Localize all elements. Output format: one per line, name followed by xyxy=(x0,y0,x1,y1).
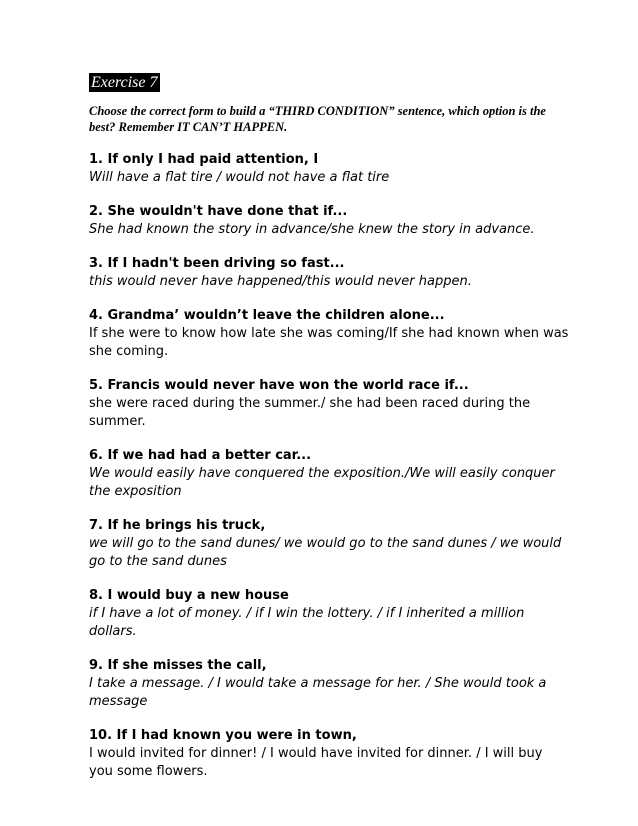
options-1: Will have a flat tire / would not have a flat tire xyxy=(89,170,390,185)
exercise-title: Exercise 7 xyxy=(89,73,160,92)
exercise-item-5 xyxy=(89,377,569,431)
exercise-item-3 xyxy=(89,255,569,291)
options-3: this would never have happened/this would never happen. xyxy=(89,274,472,289)
exercise-item-7 xyxy=(89,517,569,571)
exercise-item-10 xyxy=(89,727,569,781)
options-2: She had known the story in advance/she knew the story in advance. xyxy=(89,222,535,237)
question-10: 10. If I had known you were in town, xyxy=(89,728,357,743)
options-10: I would invited for dinner! / I would have invited for dinner. / I will buy you some flowers. xyxy=(89,746,543,779)
exercise-item-9 xyxy=(89,657,569,711)
options-5: she were raced during the summer./ she had been raced during the summer. xyxy=(89,396,531,429)
options-9: I take a message. / I would take a message for her. / She would took a message xyxy=(89,676,547,709)
question-7: 7. If he brings his truck, xyxy=(89,518,266,533)
question-8: 8. I would buy a new house xyxy=(89,588,289,603)
question-3: 3. If I hadn't been driving so fast... xyxy=(89,256,345,271)
options-6: We would easily have conquered the exposition./We will easily conquer the exposition xyxy=(89,466,555,499)
exercise-item-1 xyxy=(89,151,569,187)
options-8: if I have a lot of money. / if I win the lottery. / if I inherited a million dollars. xyxy=(89,606,525,639)
exercise-item-2 xyxy=(89,203,569,239)
exercise-item-6 xyxy=(89,447,569,501)
question-5: 5. Francis would never have won the world race if... xyxy=(89,378,469,393)
question-6: 6. If we had had a better car... xyxy=(89,448,312,463)
instructions: Choose the correct form to build a “THIRD CONDITION” sentence, which option is the best? Remember IT CAN’T HAPPEN. xyxy=(89,104,546,134)
question-1: 1. If only I had paid attention, I xyxy=(89,152,319,167)
options-7: we will go to the sand dunes/ we would go to the sand dunes / we would go to the sand dunes xyxy=(89,536,562,569)
exercise-item-8 xyxy=(89,587,569,641)
question-9: 9. If she misses the call, xyxy=(89,658,267,673)
question-2: 2. She wouldn't have done that if... xyxy=(89,204,348,219)
options-4: If she were to know how late she was coming/If she had known when was she coming. xyxy=(89,326,569,359)
worksheet xyxy=(89,72,569,797)
exercise-item-4 xyxy=(89,307,569,361)
question-4: 4. Grandma’ wouldn’t leave the children alone... xyxy=(89,308,445,323)
